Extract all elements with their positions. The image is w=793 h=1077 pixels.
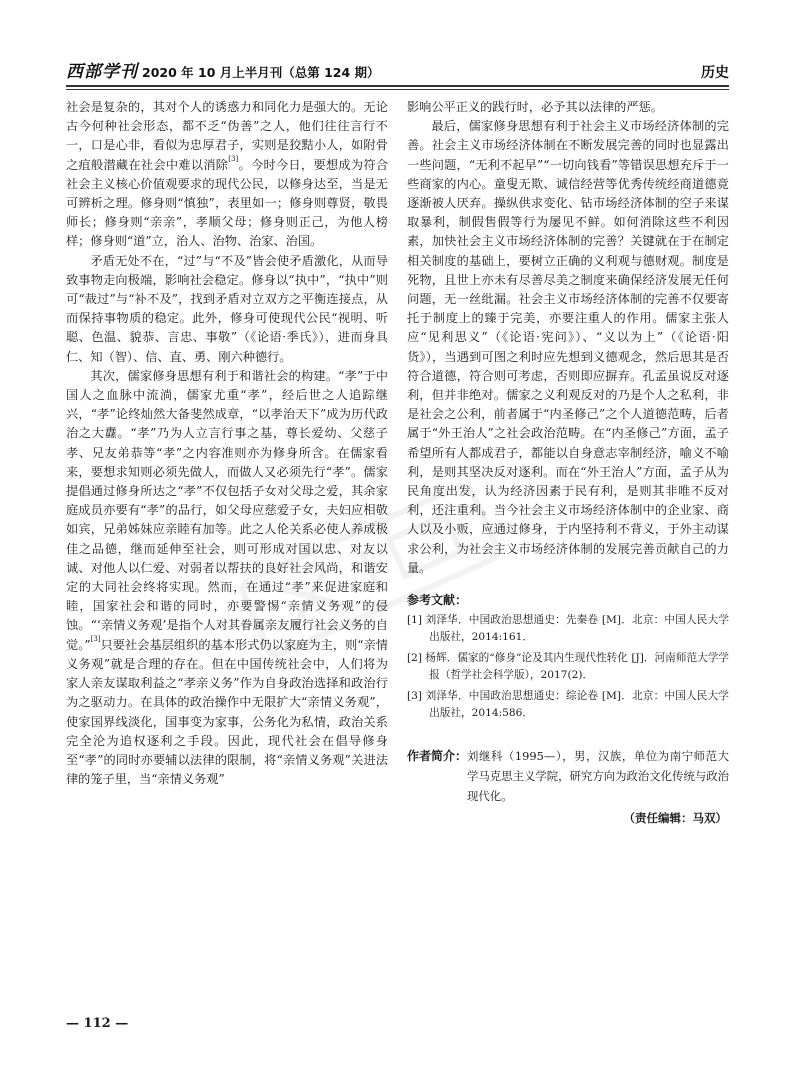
paragraph: 最后，儒家修身思想有利于社会主义市场经济体制的完善。社会主义市场经济体制在不断发展完善的同时也显露出一些问题，“无利不起早”“一切向钱看”等错误思想充斥于一些商家的内心。童叟无欺、诚信经营等优秀传统经商道德竟逐渐被人厌弃。操纵供求变化、钻市场经济体制的空子来谋取暴利，制假售假等行为屡见不鲜。如何消除这些不利因素，加快社会主义市场经济体制的完善？关键就在于在制定相关制度的基础上，要树立正确的义利观与德财观。制度是死物，且世上亦未有尽善尽美之制度来确保经济发展无任何问题，无一丝纰漏。社会主义市场经济体制的完善不仅要寄托于制度上的臻于完美，亦要注重人的作用。儒家主张人应“见利思义”（《论语·宪问》）、“义以为上”（《论语·阳货》），当遇到可图之利时应先想到义德观念，然后思其是否符合道德，符合则可考虑，否则即应摒弃。孔孟虽说反对逐利，但并非绝对。儒家之义利观反对的乃是个人之私利，非是社会之公利，前者属于“内圣修己”之个人道德范畴，后者属于“外王治人”之社会政治范畴。在“内圣修己”方面，孟子希望所有人都成君子，都能以自身意志宰制经济，喻义不喻利，是则其坚决反对逐利。而在“外王治人”方面，孟子从为民角度出发，认为经济因素于民有利，是则其非唯不反对利，还注重利。当今社会主义市场经济体制中的企业家、商人以及小贩，应通过修身，于内坚持利不背义，于外主动谋求公利，为社会主义市场经济体制的发展完善贡献自己的力量。 — [407, 119, 729, 575]
paragraph: 矛盾无处不在，“过”与“不及”皆会使矛盾激化，从而导致事物走向极端，影响社会稳定。修身以“执中”，“执中”则可“裁过”与“补不及”，找到矛盾对立双方之平衡连接点，从而保持事物质的稳定。此外，修身可使现代公民“视明、听聪、色温、貌恭、言忠、事敬”（《论语·季氏》），进而身具仁、知（智）、信、直、勇、刚六种德行。 — [66, 253, 388, 364]
section-name: 历史 — [701, 65, 729, 81]
left-column — [66, 98, 388, 789]
header-rule-thick — [66, 85, 729, 87]
author-bio-label: 作者简介： — [407, 749, 468, 764]
right-column — [407, 98, 729, 826]
paragraph: 社会是复杂的，其对个人的诱惑力和同化力是强大的。无论古今何种社会形态，都不乏“伪善”之人，他们往往言行不一，口是心非，看似为忠厚君子，实则是狡黠小人，如附骨之疽般潜藏在社会中难以消除[3]。今时今日，要想成为符合社会主义核心价值观要求的现代公民，以修身达至，当是无可辨析之理。修身则“慎独”，表里如一；修身则尊贤，敬畏师长；修身则“亲亲”，孝顺父母；修身则正己，为他人榜样；修身则“道”立，治人、治物、治家、治国。 — [66, 100, 389, 249]
reference-item: [1] 刘泽华．中国政治思想通史：先秦卷 [M]．北京：中国人民大学出版社，2014:161． — [407, 614, 729, 644]
issue-info: 2020 年 10 月上半月刊（总第 124 期） — [142, 65, 380, 80]
page-number: — 112 — — [66, 1016, 129, 1031]
journal-logo: 西部学刊 — [66, 62, 138, 82]
reference-item: [3] 刘泽华．中国政治思想通史：综论卷 [M]．北京：中国人民大学出版社，2014:586． — [407, 690, 729, 720]
responsible-editor: （责任编辑：马双） — [623, 811, 727, 826]
references-title: 参考文献： — [407, 593, 468, 608]
header-rule-thin — [66, 89, 729, 90]
author-bio — [407, 746, 729, 806]
paragraph: 其次，儒家修身思想有利于和谐社会的构建。“孝”于中国人之血脉中流淌，儒家尤重“孝”，经后世之人追踪继兴，“孝”论终灿然大备斐然成章，“以孝治天下”成为历代政治之大纛。“孝”乃为人立言行事之基，尊长爱幼、父慈子孝、兄友弟恭等“孝”之内容准则亦为修身所含。在儒家看来，要想求知则必须先做人，而做人又必须先行“孝”。儒家提倡通过修身所达之“孝”不仅包括子女对父母之爱，其余家庭成员亦要有“孝”的品行，如父母应慈爱子女，夫妇应相敬如宾，兄弟姊妹应亲睦有加等。此之人伦关系必使人养成极佳之品德，继而延伸至社会，则可形成对国以忠、对友以诚、对他人以仁爱、对弱者以帮扶的良好社会风尚，和谐安定的大同社会终将实现。然而，在通过“孝”来促进家庭和睦，国家社会和谐的同时，亦要警惕“亲情义务观”的侵蚀。“‘亲情义务观’是指个人对其眷属亲友履行社会义务的自觉。”[3]只要社会基层组织的基本形式仍以家庭为主，则“亲情义务观”就是合理的存在。但在中国传统社会中，人们将为家人亲友谋取利益之“孝亲义务”作为自身政治选择和政治行为之驱动力。在具体的政治操作中无限扩大“亲情义务观”，使家国界线淡化，国事变为家事，公务化为私情，政治关系完全沦为追权逐利之手段。因此，现代社会在倡导修身至“孝”的同时亦要辅以法律的限制，将“亲情义务观”关进法律的笼子里，当“亲情义务观” — [66, 368, 388, 787]
reference-item: [2] 杨辉．儒家的“修身”论及其内生现代性转化 [J]．河南师范大学学报（哲学社会科学版），2017(2)． — [407, 652, 729, 682]
running-header — [66, 58, 729, 82]
author-bio-text: 刘继科（1995—），男，汉族，单位为南宁师范大学马克思主义学院，研究方向为政治文化传统与政治现代化。 — [467, 749, 730, 804]
paragraph: 影响公平正义的践行时，必予其以法律的严惩。 — [407, 100, 663, 114]
header-left — [66, 57, 380, 82]
